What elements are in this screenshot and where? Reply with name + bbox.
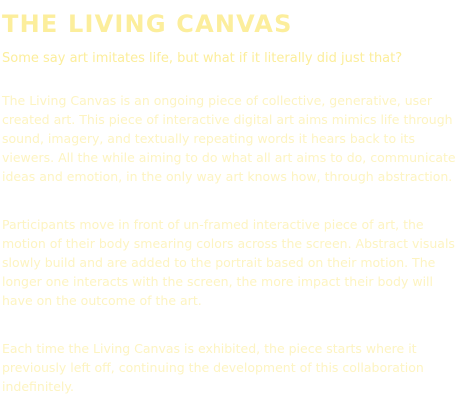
page-title: THE LIVING CANVAS [2, 10, 293, 38]
participation-paragraph: Participants move in front of un-framed interactive piece of art, the motion of their body smearing colors across the screen. Abstract visuals slowly build and are added to the portrait based on their motion. The longer one interacts with the screen, the more impact their body will have on the outcome of the art. [2, 217, 455, 308]
exhibition-paragraph: Each time the Living Canvas is exhibited, the piece starts where it previously left off, continuing the development of this collaboration indefinitely. [2, 341, 424, 394]
page-subtitle: Some say art imitates life, but what if it literally did just that? [2, 51, 403, 66]
intro-paragraph: The Living Canvas is an ongoing piece of collective, generative, user created art. This piece of interactive digital art aims mimics life through sound, imagery, and textually repeating words it hears back to its viewers. All the while aiming to do what all art aims to do, communicate ideas and emotion, in the only way art knows how, through abstraction. [2, 93, 456, 184]
